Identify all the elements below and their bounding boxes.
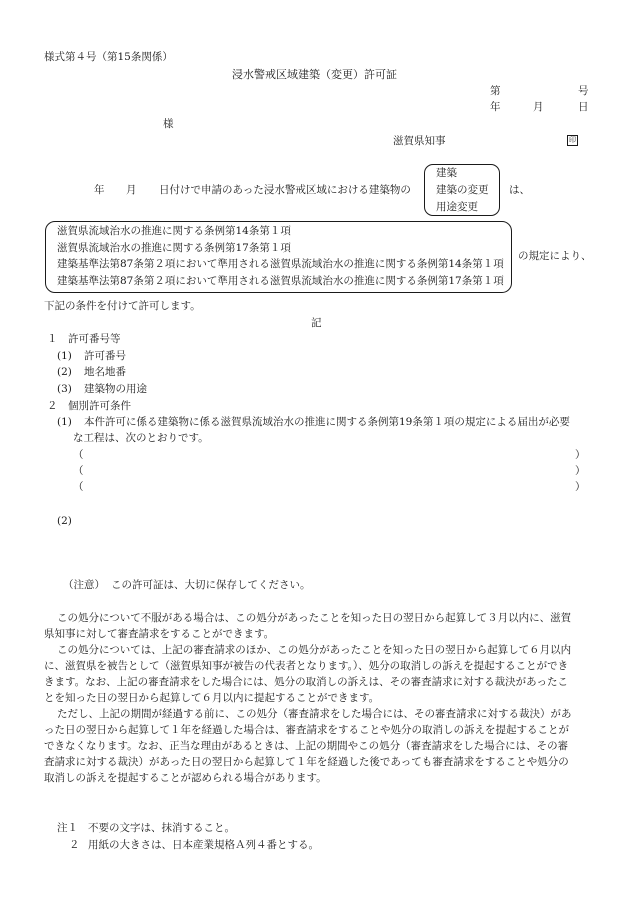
notice-line: できなくなります。なお、正当な理由があるときは、上記の期間やこの処分（審査請求をした場合には、その審 bbox=[44, 740, 569, 752]
notice-line: この処分については、上記の審査請求のほか、この処分があったことを知った日の翌日から起算して６月以内 bbox=[57, 644, 572, 656]
section2-heading: ２ 個別許可条件 bbox=[47, 400, 131, 412]
section1-item-label: 地名地番 bbox=[84, 366, 126, 378]
notice-line: とを知った日の翌日から起算して６月以内に提起することができます。 bbox=[44, 692, 380, 704]
section1-item-num: (2) bbox=[57, 366, 72, 378]
addressee-suffix: 様 bbox=[163, 118, 174, 130]
caution-text: この許可証は、大切に保存してください。 bbox=[111, 579, 311, 591]
date-day: 日 bbox=[578, 101, 589, 113]
section1-item-num: (1) bbox=[57, 350, 72, 362]
legal-basis-item: 滋賀県流域治水の推進に関する条例第17条第１項 bbox=[57, 242, 291, 254]
notice-line: に、滋賀県を被告として（滋賀県知事が被告の代表者となります。）、処分の取消しの訴えを提起することができ bbox=[44, 660, 569, 672]
option-construction: 建築 bbox=[436, 167, 457, 179]
paren-open: （ bbox=[73, 465, 84, 477]
ki-heading: 記 bbox=[311, 317, 322, 329]
legal-basis-suffix: の規定により、 bbox=[518, 250, 592, 262]
section2-item-num: (2) bbox=[57, 515, 72, 527]
paren-close: ） bbox=[575, 481, 586, 493]
section1-item-label: 許可番号 bbox=[84, 350, 126, 362]
number-go: 号 bbox=[578, 85, 589, 97]
application-month: 月 bbox=[126, 184, 137, 196]
section2-item1-text-cont: な工程は、次のとおりです。 bbox=[73, 432, 209, 444]
notice-line: 県知事に対して審査請求をすることができます。 bbox=[44, 628, 275, 640]
legal-basis-item: 建築基準法第87条第２項において準用される滋賀県流域治水の推進に関する条例第17条第１項 bbox=[57, 275, 504, 287]
notice-line: きます。なお、上記の審査請求をした場合には、処分の取消しの訴えは、その審査請求に対する裁決があったこ bbox=[44, 676, 569, 688]
legal-basis-item: 滋賀県流域治水の推進に関する条例第14条第１項 bbox=[57, 225, 291, 237]
application-wa: は、 bbox=[509, 184, 530, 196]
notice-line: この処分について不服がある場合は、この処分があったことを知った日の翌日から起算して３月以内に、滋賀 bbox=[57, 612, 572, 624]
footnote-item: 用紙の大きさは、日本産業規格Ａ列４番とする。 bbox=[88, 839, 319, 851]
page-title: 浸水警戒区域建築（変更）許可証 bbox=[232, 68, 397, 81]
legal-basis-item: 建築基準法第87条第２項において準用される滋賀県流域治水の推進に関する条例第14条第１項 bbox=[57, 258, 504, 270]
issuer-name: 滋賀県知事 bbox=[393, 135, 446, 147]
permission-line: 下記の条件を付けて許可します。 bbox=[44, 300, 201, 312]
option-use-change: 用途変更 bbox=[436, 201, 478, 213]
section1-item-num: (3) bbox=[57, 383, 72, 395]
section1-item-label: 建築物の用途 bbox=[84, 383, 147, 395]
footnote-label: 注１ bbox=[57, 822, 78, 834]
notice-line: 取消しの訴えを提起することが認められる場合があります。 bbox=[44, 772, 327, 784]
paren-close: ） bbox=[575, 465, 586, 477]
notice-line: ただし、上記の期間が経過する前に、この処分（審査請求をした場合には、その審査請求に対する裁決）があ bbox=[57, 708, 572, 720]
section2-item1-text: 本件許可に係る建築物に係る滋賀県流域治水の推進に関する条例第19条第１項の規定による届出が必要 bbox=[84, 416, 570, 428]
footnote-num: ２ bbox=[69, 839, 80, 851]
notice-line: 査請求に対する裁決）があった日の翌日から起算して１年を経過した後であっても審査請求をすることや処分の bbox=[44, 756, 569, 768]
date-month: 月 bbox=[533, 101, 544, 113]
caution-label: （注意） bbox=[63, 579, 105, 591]
date-year: 年 bbox=[490, 101, 501, 113]
paren-close: ） bbox=[575, 449, 586, 461]
application-year: 年 bbox=[94, 184, 105, 196]
section2-item-num: (1) bbox=[57, 416, 72, 428]
section1-heading: １ 許可番号等 bbox=[47, 333, 121, 345]
seal-mark: 印 bbox=[569, 136, 576, 144]
footnote-item: 不要の文字は、抹消すること。 bbox=[88, 822, 235, 834]
number-dai: 第 bbox=[490, 85, 501, 97]
application-text: 日付けで申請のあった浸水警戒区域における建築物の bbox=[159, 184, 411, 196]
form-number: 様式第４号（第15条関係） bbox=[44, 51, 173, 63]
paren-open: （ bbox=[73, 481, 84, 493]
paren-open: （ bbox=[73, 449, 84, 461]
notice-line: った日の翌日から起算して１年を経過した場合は、審査請求をすることや処分の取消しの訴えを提起することが bbox=[44, 724, 569, 736]
option-construction-change: 建築の変更 bbox=[436, 184, 489, 196]
